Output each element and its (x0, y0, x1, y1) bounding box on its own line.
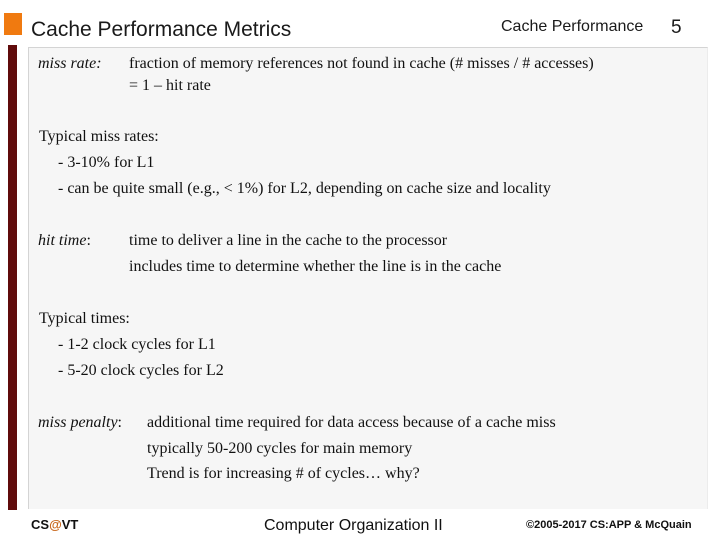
times-bullet: - 5-20 clock cycles for L2 (58, 362, 224, 379)
miss-rate-formula: = 1 – hit rate (129, 77, 211, 94)
miss-penalty-definition: additional time required for data access because of a cache miss (147, 414, 556, 431)
hit-time-term: hit time (38, 232, 87, 249)
hit-time-definition-2: includes time to determine whether the line is in the cache (129, 258, 502, 275)
title-accent-square (4, 13, 22, 35)
footer-course-title: Computer Organization II (264, 517, 443, 534)
miss-rate-bullet: - 3-10% for L1 (58, 154, 155, 171)
left-accent-bar (8, 45, 17, 510)
times-bullet: - 1-2 clock cycles for L1 (58, 336, 216, 353)
miss-rate-definition: fraction of memory references not found in cache (# misses / # accesses) (129, 55, 594, 72)
miss-penalty-colon: : (117, 414, 122, 431)
miss-penalty-definition-2: typically 50-200 cycles for main memory (147, 440, 413, 457)
footer-at: @ (49, 517, 62, 532)
miss-penalty-definition-3: Trend is for increasing # of cycles… why? (147, 465, 420, 482)
slide-title: Cache Performance Metrics (31, 18, 292, 41)
footer-vt: VT (61, 517, 79, 532)
hit-time-definition: time to deliver a line in the cache to the processor (129, 232, 448, 249)
typical-miss-rates-heading: Typical miss rates: (39, 128, 159, 145)
footer-cs: CS (31, 517, 50, 532)
hit-time-colon: : (86, 232, 91, 249)
miss-penalty-term-line (38, 413, 122, 433)
typical-times-heading: Typical times: (39, 310, 130, 327)
miss-penalty-term: miss penalty (38, 414, 118, 431)
miss-rate-term: miss rate: (38, 55, 102, 72)
section-name: Cache Performance (501, 18, 644, 35)
miss-rate-bullet: - can be quite small (e.g., < 1%) for L2, depending on cache size and locality (58, 180, 551, 197)
footer-logo (31, 517, 78, 532)
hit-time-term-line (38, 231, 91, 251)
page-number: 5 (671, 17, 682, 38)
footer-copyright: ©2005-2017 CS:APP & McQuain (526, 519, 692, 531)
